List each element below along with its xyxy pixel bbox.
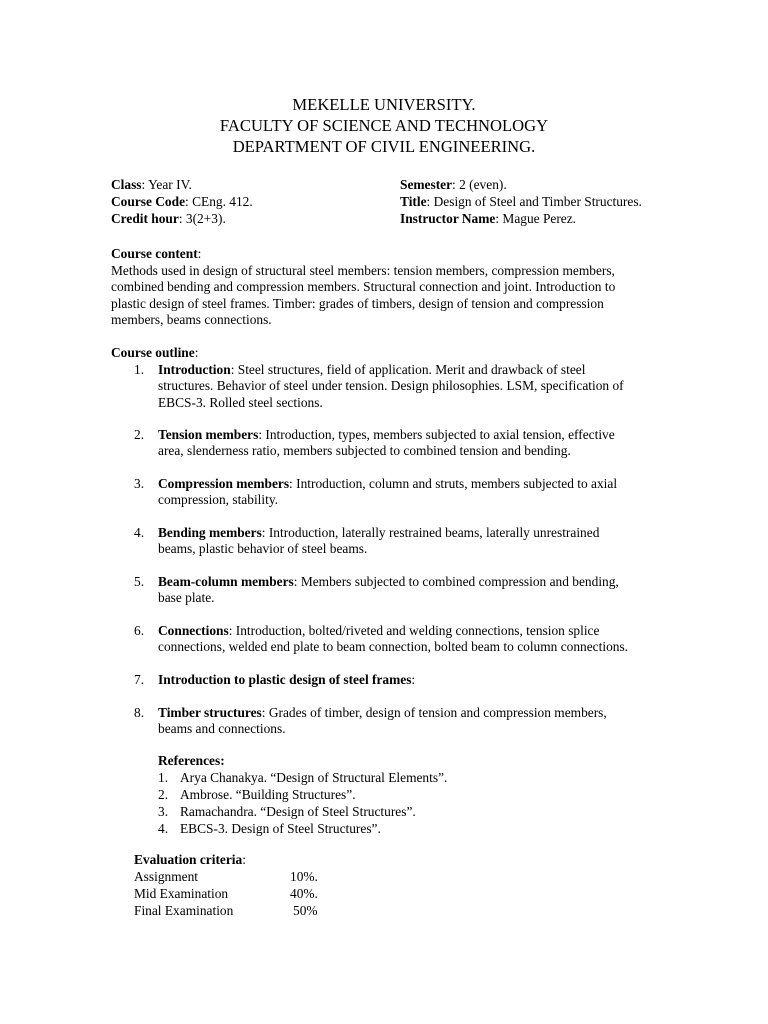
meta-course-code: Course Code: CEng. 412. bbox=[111, 194, 253, 209]
evaluation-row: Final Examination 50% bbox=[134, 903, 318, 918]
outline-item: 6. Connections: Introduction, bolted/riveted and welding connections, tension splice connections, welded end plate to beam connection, bolted beam to column connections. bbox=[134, 623, 629, 655]
evaluation-section bbox=[134, 852, 394, 920]
evaluation-heading: Evaluation criteria: bbox=[134, 852, 246, 867]
course-content-heading: Course content: bbox=[111, 246, 202, 261]
meta-credit-hour: Credit hour: 3(2+3). bbox=[111, 211, 226, 226]
course-meta-right bbox=[400, 177, 642, 228]
university-name: MEKELLE UNIVERSITY. bbox=[292, 95, 476, 114]
outline-item: 2. Tension members: Introduction, types, members subjected to axial tension, effective area, slenderness ratio, members subjected to combined tension and bending. bbox=[134, 427, 615, 459]
outline-item: 1. Introduction: Steel structures, field of application. Merit and drawback of steel structures. Behavior of steel under tension. Design philosophies. LSM, specification of EBCS-3. Rolled steel sections. bbox=[134, 362, 624, 410]
department-name: DEPARTMENT OF CIVIL ENGINEERING. bbox=[232, 137, 536, 156]
outline-item: 8. Timber structures: Grades of timber, design of tension and compression members, beams and connections. bbox=[134, 705, 607, 737]
reference-item: 3. Ramachandra. “Design of Steel Structures”. bbox=[158, 804, 416, 819]
course-content-text: Methods used in design of structural steel members: tension members, compression members, combined bending and compression members. Structural connection and joint. Introduction to plastic design of steel frames. Timber: grades of timbers, design of tension and compression members, beams connections. bbox=[111, 263, 616, 328]
outline-item: 5. Beam-column members: Members subjected to combined compression and bending, base plate. bbox=[134, 574, 619, 606]
faculty-name: FACULTY OF SCIENCE AND TECHNOLOGY bbox=[219, 116, 549, 135]
meta-semester: Semester: 2 (even). bbox=[400, 177, 507, 192]
reference-item: 2. Ambrose. “Building Structures”. bbox=[158, 787, 356, 802]
meta-title: Title: Design of Steel and Timber Structures. bbox=[400, 194, 642, 209]
references-heading: References: bbox=[158, 753, 225, 768]
meta-instructor: Instructor Name: Mague Perez. bbox=[400, 211, 577, 226]
evaluation-row: Assignment 10%. bbox=[134, 869, 318, 884]
outline-item: 4. Bending members: Introduction, laterally restrained beams, laterally unrestrained beams, plastic behavior of steel beams. bbox=[134, 525, 600, 557]
meta-class: Class: Year IV. bbox=[111, 177, 192, 192]
references-section bbox=[158, 753, 447, 838]
evaluation-row: Mid Examination 40%. bbox=[134, 886, 318, 901]
document-header bbox=[0, 94, 768, 157]
course-outline-heading: Course outline: bbox=[111, 345, 199, 360]
course-meta-left bbox=[111, 177, 253, 228]
outline-item: 7. Introduction to plastic design of steel frames: bbox=[134, 672, 416, 687]
reference-item: 1. Arya Chanakya. “Design of Structural Elements”. bbox=[158, 770, 448, 785]
outline-item: 3. Compression members: Introduction, column and struts, members subjected to axial compression, stability. bbox=[134, 476, 618, 508]
reference-item: 4. EBCS-3. Design of Steel Structures”. bbox=[158, 821, 381, 836]
